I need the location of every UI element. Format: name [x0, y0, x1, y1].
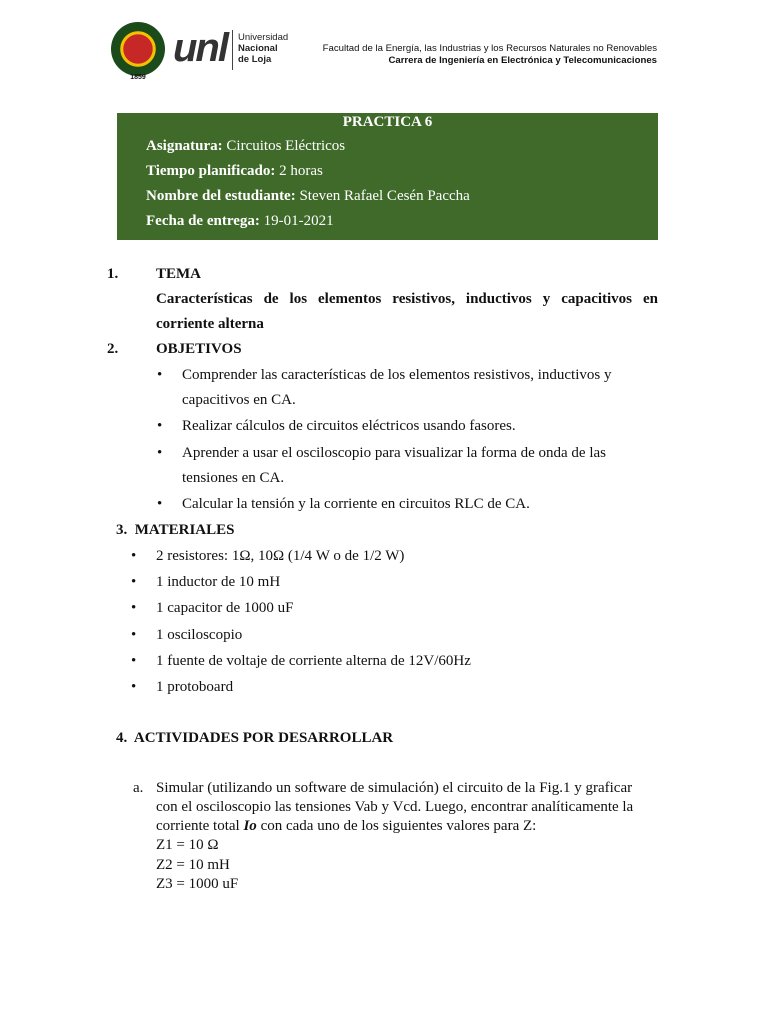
z-value-1: Z1 = 10 Ω	[156, 837, 219, 853]
career-name: Carrera de Ingeniería en Electrónica y Telecomunicaciones	[388, 55, 657, 66]
material-text: 1 osciloscopio	[156, 627, 243, 643]
activity-line-1: Simular (utilizando un software de simulación) el circuito de la Fig.1 y graficar	[156, 780, 633, 796]
section-3-title: 3. MATERIALES	[116, 522, 235, 538]
logo-divider	[232, 30, 233, 70]
practice-title: PRACTICA 6	[342, 114, 433, 130]
time-label: Tiempo planificado:	[146, 163, 276, 179]
faculty-name: Facultad de la Energía, las Industrias y los Recursos Naturales no Renovables	[322, 43, 657, 54]
university-name-line2: Nacional	[238, 43, 278, 54]
activity-line-3	[156, 817, 536, 835]
material-item: • 1 capacitor de 1000 uF	[131, 600, 294, 616]
date-value: 19-01-2021	[259, 213, 334, 229]
material-item: • 2 resistores: 1Ω, 10Ω (1/4 W o de 1/2 W)	[131, 548, 405, 564]
objective-text: Comprender las características de los elementos resistivos, inductivos y	[182, 367, 612, 383]
current-io-label: Io	[243, 818, 257, 834]
university-seal-logo	[111, 22, 165, 76]
activity-line-2: con el osciloscopio las tensiones Vab y Vcd. Luego, encontrar analíticamente la	[156, 799, 634, 815]
material-item: • 1 inductor de 10 mH	[131, 574, 281, 590]
material-text: 1 protoboard	[156, 679, 234, 695]
objective-continuation: capacitivos en CA.	[182, 392, 296, 408]
time-value: 2 horas	[275, 163, 323, 179]
material-item: • 1 fuente de voltaje de corriente alterna de 12V/60Hz	[131, 653, 471, 669]
activity-line-3-pre: corriente total	[156, 818, 244, 834]
topic-line-1: Características de los elementos resistivos, inductivos y capacitivos en	[156, 291, 658, 307]
material-item: • 1 protoboard	[131, 679, 234, 695]
activity-line-3-post: con cada uno de los siguientes valores para Z:	[256, 818, 537, 834]
section-2-title: OBJETIVOS	[156, 341, 242, 357]
student-value: Steven Rafael Cesén Paccha	[295, 188, 470, 204]
material-text: 1 inductor de 10 mH	[156, 574, 281, 590]
section-1-number: 1.	[107, 266, 119, 282]
seal-year: 1859	[130, 74, 146, 81]
date-row	[146, 213, 334, 230]
section-1-title: TEMA	[156, 266, 201, 282]
objective-continuation: tensiones en CA.	[182, 470, 285, 486]
date-label: Fecha de entrega:	[146, 213, 260, 229]
subject-value: Circuitos Eléctricos	[222, 138, 346, 154]
z-value-3: Z3 = 1000 uF	[156, 876, 239, 892]
unl-logo: unl	[173, 26, 227, 70]
z-value-2: Z2 = 10 mH	[156, 857, 230, 873]
material-text: 1 capacitor de 1000 uF	[156, 600, 294, 616]
objective-item: • Realizar cálculos de circuitos eléctricos usando fasores.	[157, 418, 516, 434]
student-label: Nombre del estudiante:	[146, 188, 296, 204]
activity-letter: a.	[133, 780, 144, 796]
subject-row	[146, 138, 345, 155]
objective-text: Calcular la tensión y la corriente en circuitos RLC de CA.	[182, 496, 530, 512]
section-2-number: 2.	[107, 341, 119, 357]
objective-item: • Comprender las características de los elementos resistivos, inductivos y	[157, 367, 612, 383]
university-name-line3: de Loja	[238, 54, 272, 65]
student-row	[146, 188, 470, 205]
objective-text: Realizar cálculos de circuitos eléctricos usando fasores.	[182, 418, 516, 434]
topic-line-2: corriente alterna	[156, 316, 264, 332]
university-name-line1: Universidad	[238, 32, 289, 43]
section-4-title: 4. ACTIVIDADES POR DESARROLLAR	[116, 730, 394, 746]
objective-text: Aprender a usar el osciloscopio para visualizar la forma de onda de las	[182, 445, 606, 461]
university-name	[238, 32, 288, 65]
subject-label: Asignatura:	[146, 138, 223, 154]
material-item: • 1 osciloscopio	[131, 627, 243, 643]
objective-item: • Aprender a usar el osciloscopio para visualizar la forma de onda de las	[157, 445, 606, 461]
practice-info-box	[117, 113, 658, 240]
material-text: 1 fuente de voltaje de corriente alterna de 12V/60Hz	[156, 653, 471, 669]
material-text: 2 resistores: 1Ω, 10Ω (1/4 W o de 1/2 W)	[156, 548, 405, 564]
objective-item: • Calcular la tensión y la corriente en circuitos RLC de CA.	[157, 496, 530, 512]
time-row	[146, 163, 323, 180]
